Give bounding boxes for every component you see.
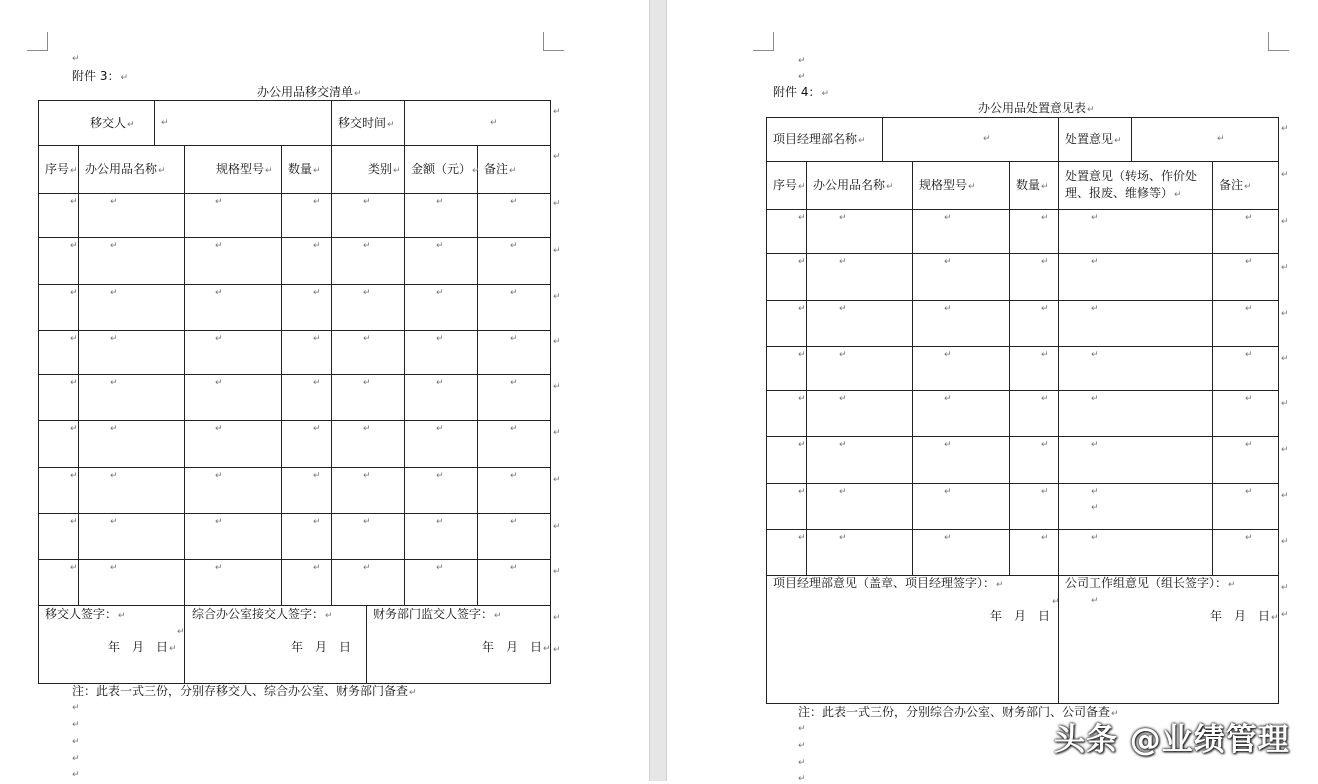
paragraph-mark: ↵ <box>798 741 806 751</box>
paragraph-mark: ↵ <box>1091 440 1099 450</box>
paragraph-mark: ↵ <box>1041 533 1049 543</box>
paragraph-mark: ↵ <box>1041 213 1049 223</box>
paragraph-mark: ↵ <box>553 567 561 577</box>
column-header: 序号↵ <box>45 162 78 176</box>
paragraph-mark: ↵ <box>510 471 518 481</box>
paragraph-mark: ↵ <box>161 118 169 128</box>
paragraph-mark: ↵ <box>313 424 321 434</box>
paragraph-mark: ↵ <box>215 334 223 344</box>
paragraph-mark: ↵ <box>110 563 118 573</box>
paragraph-mark: ↵ <box>944 440 952 450</box>
paragraph-mark: ↵ <box>1281 583 1289 593</box>
paragraph-mark: ↵ <box>839 350 847 360</box>
table-border-horizontal <box>38 374 551 375</box>
paragraph-mark: ↵ <box>436 471 444 481</box>
paragraph-mark: ↵ <box>70 334 78 344</box>
paragraph-mark: ↵ <box>215 424 223 434</box>
table-border-vertical <box>806 161 807 575</box>
paragraph-mark: ↵ <box>1281 309 1289 319</box>
table-border-vertical <box>1058 117 1059 161</box>
paragraph-mark: ↵ <box>72 737 80 747</box>
paragraph-mark: ↵ <box>72 703 80 713</box>
paragraph-mark: ↵ <box>944 487 952 497</box>
table-border-vertical <box>331 145 332 605</box>
attachment-label: 附件 3：↵ <box>72 69 128 83</box>
paragraph-mark: ↵ <box>1245 213 1253 223</box>
column-header: 办公用品名称↵ <box>813 178 894 192</box>
column-header: 类别↵ <box>368 162 401 176</box>
paragraph-mark: ↵ <box>215 471 223 481</box>
paragraph-mark: ↵ <box>983 134 991 144</box>
disposal-opinion-label: 处置意见↵ <box>1065 132 1122 146</box>
paragraph-mark: ↵ <box>1041 440 1049 450</box>
paragraph-mark: ↵ <box>363 517 371 527</box>
paragraph-mark: ↵ <box>553 337 561 347</box>
paragraph-mark: ↵ <box>553 645 561 655</box>
paragraph-mark: ↵ <box>215 197 223 207</box>
paragraph-mark: ↵ <box>490 118 498 128</box>
paragraph-mark: ↵ <box>313 288 321 298</box>
paragraph-mark: ↵ <box>363 378 371 388</box>
transfer-time-label: 移交时间↵ <box>338 116 395 130</box>
table-note: 注：此表一式三份，分别综合办公室、财务部门、公司备查↵ <box>798 705 1119 719</box>
paragraph-mark: ↵ <box>798 774 806 784</box>
paragraph-mark: ↵ <box>553 199 561 209</box>
paragraph-mark: ↵ <box>553 107 561 117</box>
paragraph-mark: ↵ <box>1091 487 1099 497</box>
column-header: 数量↵ <box>288 162 321 176</box>
paragraph-mark: ↵ <box>215 241 223 251</box>
page-corner-mark <box>1268 32 1289 51</box>
column-header: 理、报废、维修等）↵ <box>1065 186 1182 200</box>
paragraph-mark: ↵ <box>70 378 78 388</box>
paragraph-mark: ↵ <box>436 197 444 207</box>
table-border-horizontal <box>38 145 551 146</box>
paragraph-mark: ↵ <box>110 424 118 434</box>
column-header: 办公用品名称↵ <box>85 162 166 176</box>
paragraph-mark: ↵ <box>363 334 371 344</box>
paragraph-mark: ↵ <box>1281 445 1289 455</box>
table-border-vertical <box>281 145 282 605</box>
document-page-attachment-4 <box>667 0 1318 784</box>
table-border-horizontal <box>38 513 551 514</box>
paragraph-mark: ↵ <box>70 563 78 573</box>
paragraph-mark: ↵ <box>313 241 321 251</box>
paragraph-mark: ↵ <box>510 197 518 207</box>
paragraph-mark: ↵ <box>1091 350 1099 360</box>
paragraph-mark: ↵ <box>1281 124 1289 134</box>
paragraph-mark: ↵ <box>553 152 561 162</box>
table-border-horizontal <box>766 209 1279 210</box>
table-border-vertical <box>1131 117 1132 161</box>
paragraph-mark: ↵ <box>436 241 444 251</box>
date-field: 年 月 日↵ <box>482 640 551 654</box>
paragraph-mark: ↵ <box>1245 394 1253 404</box>
paragraph-mark: ↵ <box>1091 257 1099 267</box>
paragraph-mark: ↵ <box>510 288 518 298</box>
paragraph-mark: ↵ <box>1091 596 1099 606</box>
column-header: 规格型号↵ <box>919 178 976 192</box>
paragraph-mark: ↵ <box>1091 304 1099 314</box>
table-border-vertical <box>154 100 155 145</box>
paragraph-mark: ↵ <box>436 378 444 388</box>
paragraph-mark: ↵ <box>363 471 371 481</box>
paragraph-mark: ↵ <box>436 288 444 298</box>
table-border-horizontal <box>766 703 1279 704</box>
page-corner-mark <box>753 32 774 51</box>
table-border-vertical <box>38 100 39 683</box>
table-border-vertical <box>184 605 185 683</box>
paragraph-mark: ↵ <box>798 758 806 768</box>
paragraph-mark: ↵ <box>363 197 371 207</box>
paragraph-mark: ↵ <box>1281 491 1289 501</box>
paragraph-mark: ↵ <box>1041 394 1049 404</box>
paragraph-mark: ↵ <box>1245 304 1253 314</box>
paragraph-mark: ↵ <box>70 197 78 207</box>
paragraph-mark: ↵ <box>553 292 561 302</box>
paragraph-mark: ↵ <box>944 304 952 314</box>
paragraph-mark: ↵ <box>839 487 847 497</box>
paragraph-mark: ↵ <box>70 288 78 298</box>
table-border-horizontal <box>766 483 1279 484</box>
paragraph-mark: ↵ <box>798 213 806 223</box>
paragraph-mark: ↵ <box>798 304 806 314</box>
paragraph-mark: ↵ <box>313 517 321 527</box>
column-header: 金额（元）↵ <box>411 162 480 176</box>
paragraph-mark: ↵ <box>553 613 561 623</box>
column-header: 备注↵ <box>484 162 517 176</box>
paragraph-mark: ↵ <box>70 517 78 527</box>
date-field: 年 月 日↵ <box>108 640 177 654</box>
paragraph-mark: ↵ <box>798 724 806 734</box>
paragraph-mark: ↵ <box>313 471 321 481</box>
document-page-attachment-3 <box>0 0 649 781</box>
table-border-horizontal <box>766 117 1279 118</box>
paragraph-mark: ↵ <box>177 627 185 637</box>
paragraph-mark: ↵ <box>944 394 952 404</box>
paragraph-mark: ↵ <box>1281 399 1289 409</box>
table-border-vertical <box>550 100 551 683</box>
table-border-horizontal <box>38 330 551 331</box>
paragraph-mark: ↵ <box>1245 350 1253 360</box>
paragraph-mark: ↵ <box>1245 487 1253 497</box>
paragraph-mark: ↵ <box>798 72 806 82</box>
paragraph-mark: ↵ <box>839 440 847 450</box>
paragraph-mark: ↵ <box>215 378 223 388</box>
paragraph-mark: ↵ <box>110 288 118 298</box>
paragraph-mark: ↵ <box>313 563 321 573</box>
table-border-vertical <box>331 100 332 145</box>
transferor-label: 移交人↵ <box>90 116 135 130</box>
date-field: 年 月 日 <box>990 609 1051 623</box>
table-border-vertical <box>404 145 405 605</box>
table-border-vertical <box>366 605 367 683</box>
paragraph-mark: ↵ <box>1041 257 1049 267</box>
page-gap <box>649 0 667 781</box>
paragraph-mark: ↵ <box>553 382 561 392</box>
paragraph-mark: ↵ <box>110 471 118 481</box>
page-corner-mark <box>27 32 48 51</box>
paragraph-mark: ↵ <box>1041 304 1049 314</box>
paragraph-mark: ↵ <box>510 378 518 388</box>
table-border-vertical <box>1212 161 1213 575</box>
date-field: 年 月 日 <box>291 640 352 654</box>
paragraph-mark: ↵ <box>1281 354 1289 364</box>
page-corner-mark <box>543 32 564 51</box>
paragraph-mark: ↵ <box>1281 537 1289 547</box>
table-border-horizontal <box>766 346 1279 347</box>
table-border-vertical <box>912 161 913 575</box>
paragraph-mark: ↵ <box>110 241 118 251</box>
paragraph-mark: ↵ <box>1091 503 1099 513</box>
paragraph-mark: ↵ <box>839 213 847 223</box>
paragraph-mark: ↵ <box>1245 440 1253 450</box>
column-header: 备注↵ <box>1219 178 1252 192</box>
paragraph-mark: ↵ <box>363 563 371 573</box>
paragraph-mark: ↵ <box>1281 170 1289 180</box>
paragraph-mark: ↵ <box>110 517 118 527</box>
form-title: 办公用品移交清单↵ <box>257 85 362 99</box>
paragraph-mark: ↵ <box>215 563 223 573</box>
paragraph-mark: ↵ <box>798 440 806 450</box>
paragraph-mark: ↵ <box>110 197 118 207</box>
paragraph-mark: ↵ <box>553 246 561 256</box>
table-border-horizontal <box>38 559 551 560</box>
column-header: 处置意见（转场、作价处 <box>1065 169 1198 183</box>
table-border-vertical <box>184 145 185 605</box>
column-header: 序号↵ <box>773 178 806 192</box>
table-border-vertical <box>1058 575 1059 703</box>
column-header: 规格型号↵ <box>216 162 273 176</box>
table-border-horizontal <box>766 436 1279 437</box>
paragraph-mark: ↵ <box>363 424 371 434</box>
column-header: 数量↵ <box>1016 178 1049 192</box>
form-title: 办公用品处置意见表↵ <box>978 101 1095 115</box>
paragraph-mark: ↵ <box>798 394 806 404</box>
paragraph-mark: ↵ <box>70 471 78 481</box>
paragraph-mark: ↵ <box>798 56 806 66</box>
paragraph-mark: ↵ <box>839 394 847 404</box>
paragraph-mark: ↵ <box>510 424 518 434</box>
paragraph-mark: ↵ <box>553 428 561 438</box>
paragraph-mark: ↵ <box>110 378 118 388</box>
table-border-horizontal <box>38 100 551 101</box>
paragraph-mark: ↵ <box>215 517 223 527</box>
paragraph-mark: ↵ <box>510 334 518 344</box>
paragraph-mark: ↵ <box>510 517 518 527</box>
table-border-horizontal <box>766 529 1279 530</box>
table-border-horizontal <box>38 284 551 285</box>
paragraph-mark: ↵ <box>839 533 847 543</box>
paragraph-mark: ↵ <box>944 213 952 223</box>
paragraph-mark: ↵ <box>363 288 371 298</box>
table-border-vertical <box>766 117 767 704</box>
opinion-label: 公司工作组意见（组长签字）：↵ <box>1065 576 1236 590</box>
paragraph-mark: ↵ <box>72 54 80 64</box>
paragraph-mark: ↵ <box>798 487 806 497</box>
paragraph-mark: ↵ <box>1041 487 1049 497</box>
table-border-vertical <box>882 117 883 161</box>
table-border-vertical <box>78 145 79 605</box>
paragraph-mark: ↵ <box>1041 350 1049 360</box>
paragraph-mark: ↵ <box>944 350 952 360</box>
paragraph-mark: ↵ <box>1281 263 1289 273</box>
paragraph-mark: ↵ <box>215 288 223 298</box>
paragraph-mark: ↵ <box>363 241 371 251</box>
paragraph-mark: ↵ <box>798 257 806 267</box>
table-border-vertical <box>477 145 478 605</box>
paragraph-mark: ↵ <box>436 563 444 573</box>
table-border-horizontal <box>766 253 1279 254</box>
paragraph-mark: ↵ <box>839 304 847 314</box>
date-field: 年 月 日↵ <box>1210 609 1279 623</box>
table-border-vertical <box>1009 161 1010 575</box>
paragraph-mark: ↵ <box>313 378 321 388</box>
paragraph-mark: ↵ <box>70 424 78 434</box>
paragraph-mark: ↵ <box>944 533 952 543</box>
project-dept-name-label: 项目经理部名称↵ <box>773 132 866 146</box>
paragraph-mark: ↵ <box>1245 533 1253 543</box>
paragraph-mark: ↵ <box>436 334 444 344</box>
paragraph-mark: ↵ <box>70 241 78 251</box>
paragraph-mark: ↵ <box>944 257 952 267</box>
paragraph-mark: ↵ <box>1091 394 1099 404</box>
paragraph-mark: ↵ <box>839 257 847 267</box>
paragraph-mark: ↵ <box>553 522 561 532</box>
paragraph-mark: ↵ <box>510 241 518 251</box>
table-border-horizontal <box>766 390 1279 391</box>
paragraph-mark: ↵ <box>798 350 806 360</box>
paragraph-mark: ↵ <box>1281 217 1289 227</box>
attachment-label: 附件 4：↵ <box>773 85 829 99</box>
paragraph-mark: ↵ <box>436 424 444 434</box>
paragraph-mark: ↵ <box>1091 213 1099 223</box>
table-border-horizontal <box>38 420 551 421</box>
signature-label: 财务部门监交人签字：↵ <box>373 607 502 621</box>
signature-label: 移交人签字：↵ <box>45 607 126 621</box>
paragraph-mark: ↵ <box>1091 533 1099 543</box>
paragraph-mark: ↵ <box>798 533 806 543</box>
paragraph-mark: ↵ <box>72 754 80 764</box>
paragraph-mark: ↵ <box>72 720 80 730</box>
table-border-horizontal <box>38 237 551 238</box>
paragraph-mark: ↵ <box>510 563 518 573</box>
table-border-vertical <box>404 100 405 145</box>
opinion-label: 项目经理部意见（盖章、项目经理签字）：↵ <box>773 576 1004 590</box>
table-border-vertical <box>1058 161 1059 575</box>
paragraph-mark: ↵ <box>1052 597 1060 607</box>
paragraph-mark: ↵ <box>313 334 321 344</box>
table-border-horizontal <box>38 193 551 194</box>
paragraph-mark: ↵ <box>313 197 321 207</box>
paragraph-mark: ↵ <box>1281 610 1289 620</box>
watermark: 头条 @业绩管理 <box>1054 722 1290 758</box>
paragraph-mark: ↵ <box>1217 134 1225 144</box>
paragraph-mark: ↵ <box>436 517 444 527</box>
signature-label: 综合办公室接交人签字：↵ <box>192 607 333 621</box>
paragraph-mark: ↵ <box>110 334 118 344</box>
table-border-horizontal <box>766 161 1279 162</box>
table-border-horizontal <box>38 467 551 468</box>
paragraph-mark: ↵ <box>1245 257 1253 267</box>
paragraph-mark: ↵ <box>72 770 80 780</box>
paragraph-mark: ↵ <box>553 475 561 485</box>
table-border-horizontal <box>766 300 1279 301</box>
table-border-horizontal <box>38 605 551 606</box>
table-note: 注：此表一式三份，分别存移交人、综合办公室、财务部门备查↵ <box>72 684 417 698</box>
